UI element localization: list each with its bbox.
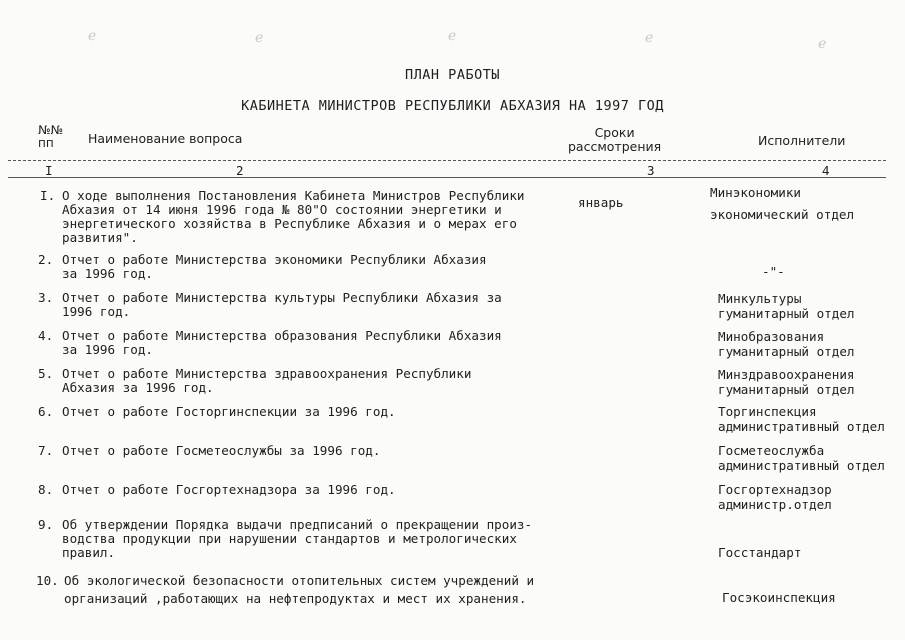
col-header-executors: Исполнители — [758, 133, 846, 148]
row-number: 8. — [38, 482, 54, 497]
row-text: Отчет о работе Госметеослужбы за 1996 год. — [62, 443, 381, 458]
row-number: 3. — [38, 290, 54, 305]
punch-mark: ℯ — [88, 28, 97, 44]
col-number: I — [45, 163, 53, 178]
row-number: 2. — [38, 252, 54, 267]
row-executor: Минэкономики экономический отдел — [710, 185, 855, 222]
row-executor: Госэкоинспекция — [722, 590, 836, 605]
row-executor: Минздравоохранения гуманитарный отдел — [718, 367, 855, 397]
document-subtitle: КАБИНЕТА МИНИСТРОВ РЕСПУБЛИКИ АБХАЗИЯ НА 1997 ГОД — [241, 98, 664, 114]
document-title: ПЛАН РАБОТЫ — [405, 67, 500, 83]
row-text: Об утверждении Порядка выдачи предписаний о прекращении произ- водства продукции при нарушении стандартов и метрологических правил. — [62, 517, 533, 560]
punch-mark: ℯ — [645, 30, 654, 46]
row-executor: Госстандарт — [718, 545, 802, 560]
row-number: 10. — [36, 573, 59, 588]
row-number: I. — [40, 188, 56, 203]
col-header-term: Сроки рассмотрения — [568, 125, 662, 154]
row-text: Отчет о работе Госгортехнадзора за 1996 год. — [62, 482, 396, 497]
punch-mark: ℯ — [255, 30, 264, 46]
row-executor: Госгортехнадзор администр.отдел — [718, 482, 832, 512]
column-number-divider — [8, 177, 886, 178]
punch-mark: ℯ — [818, 36, 827, 52]
row-text: Об экологической безопасности отопительных систем учреждений и организаций ,работающих на нефтепродуктах и мест их хранения. — [64, 573, 535, 606]
col-header-name: Наименование вопроса — [88, 131, 243, 146]
punch-mark: ℯ — [448, 28, 457, 44]
row-number: 7. — [38, 443, 54, 458]
header-divider — [8, 160, 886, 161]
row-term: январь — [578, 195, 624, 210]
col-header-num: №№ пп — [38, 123, 63, 150]
row-executor: Минкультуры гуманитарный отдел — [718, 291, 855, 321]
row-executor: Торгинспекция административный отдел — [718, 404, 885, 434]
row-text: Отчет о работе Министерства экономики Республики Абхазия за 1996 год. — [62, 252, 487, 281]
col-number: 4 — [822, 163, 830, 178]
row-number: 6. — [38, 404, 54, 419]
col-number: 3 — [647, 163, 655, 178]
row-text: Отчет о работе Министерства образования Республики Абхазия за 1996 год. — [62, 328, 502, 357]
row-text: Отчет о работе Министерства здравоохранения Республики Абхазия за 1996 год. — [62, 366, 472, 395]
row-executor: Минобразования гуманитарный отдел — [718, 329, 855, 359]
row-executor: -"- — [762, 264, 785, 279]
col-number: 2 — [236, 163, 244, 178]
row-text: Отчет о работе Министерства культуры Республики Абхазия за 1996 год. — [62, 290, 502, 319]
row-number: 4. — [38, 328, 54, 343]
row-number: 9. — [38, 517, 54, 532]
row-number: 5. — [38, 366, 54, 381]
row-text: Отчет о работе Госторгинспекции за 1996 год. — [62, 404, 396, 419]
row-executor: Госметеослужба административный отдел — [718, 443, 885, 473]
row-text: О ходе выполнения Постановления Кабинета Министров Республики Абхазия от 14 июня 1996 года № 80"О состоянии энергетики и энергетического хозяйства в Республике Абхазия и о мерах его развития". — [62, 188, 525, 245]
